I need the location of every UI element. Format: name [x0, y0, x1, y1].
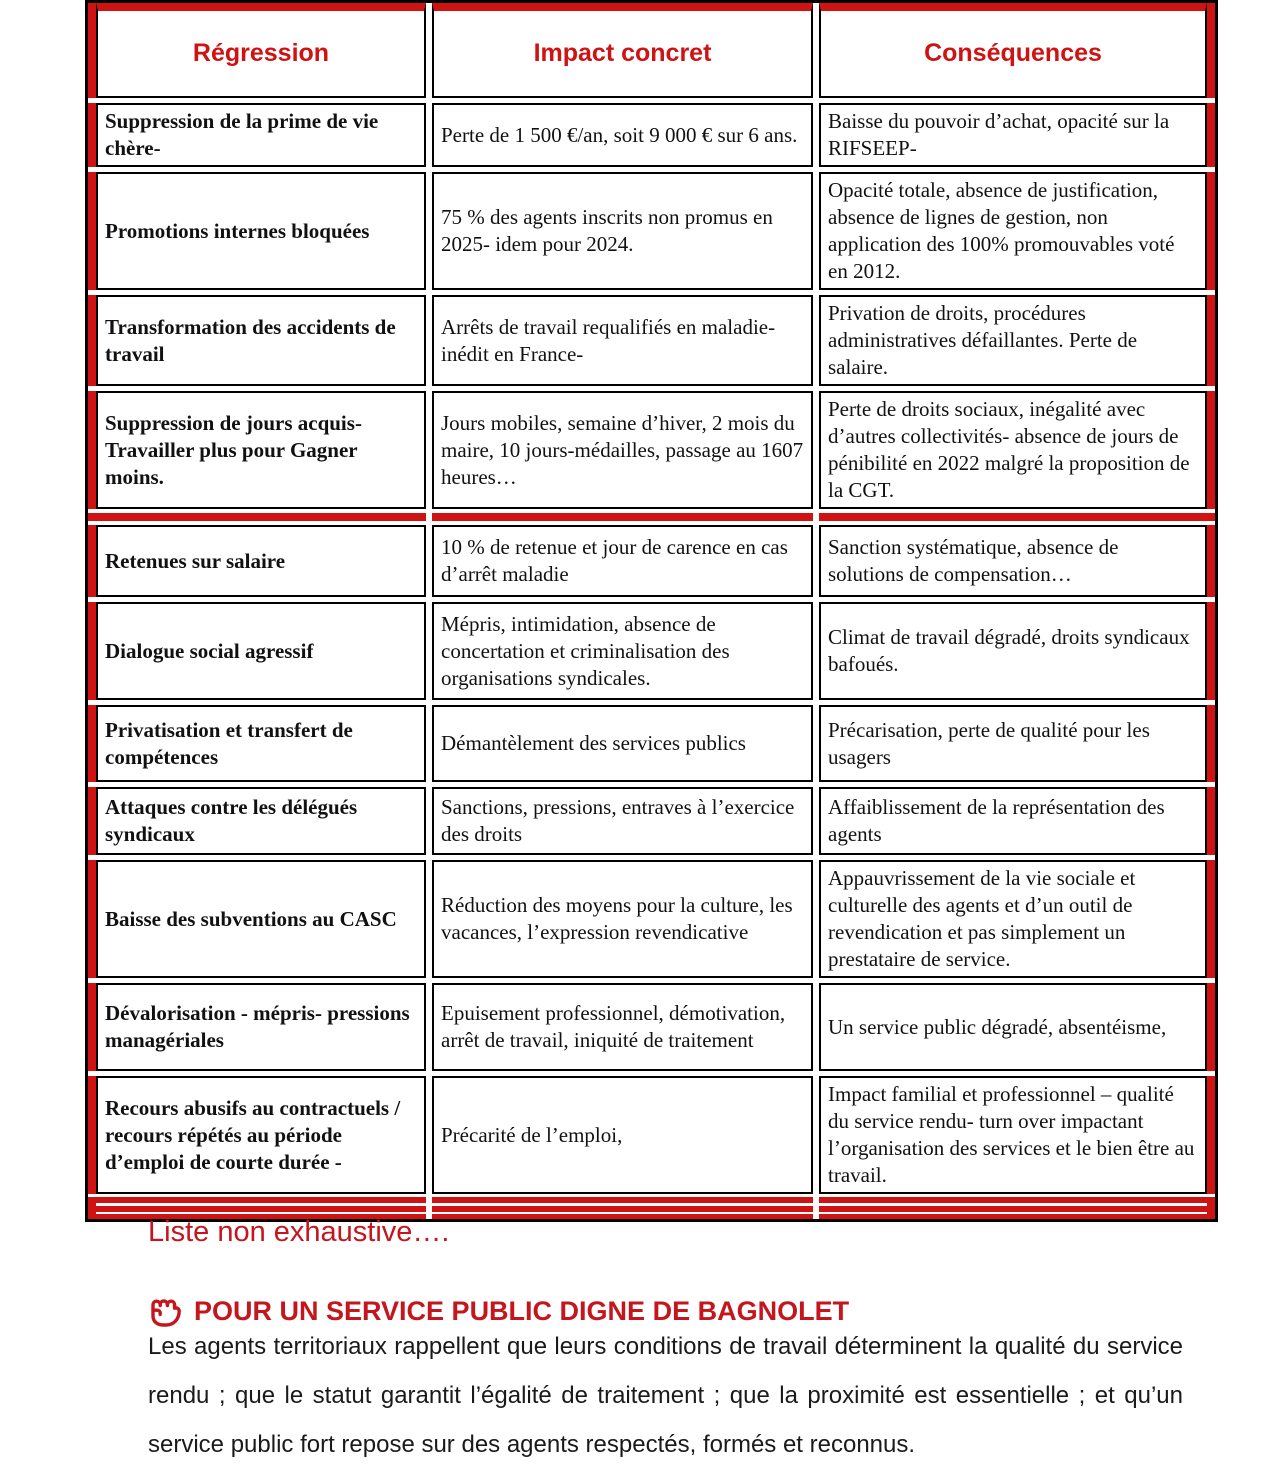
cell-consequences: Baisse du pouvoir d’achat, opacité sur la RIFSEEP-: [819, 103, 1207, 167]
cell-impact: Perte de 1 500 €/an, soit 9 000 € sur 6 ans.: [432, 103, 813, 167]
cell-impact: Mépris, intimidation, absence de concertation et criminalisation des organisations syndicales.: [432, 602, 813, 700]
cell-regression: Promotions internes bloquées: [96, 172, 426, 290]
table-row: [88, 1076, 1215, 1194]
cell-consequences: Précarisation, perte de qualité pour les usagers: [819, 705, 1207, 782]
cell-regression: Attaques contre les délégués syndicaux: [96, 787, 426, 855]
list-note: Liste non exhaustive….: [148, 1216, 450, 1248]
closing-paragraph: Les agents territoriaux rappellent que leurs conditions de travail déterminent la qualité du service rendu ; que le statut garantit l’égalité de traitement ; que la proximité est essentielle ; et qu’un service public fort repose sur des agents respectés, formés et reconnus.: [148, 1333, 1183, 1458]
cell-regression: Suppression de jours acquis- Travailler plus pour Gagner moins.: [96, 391, 426, 509]
cell-consequences: Un service public dégradé, absentéisme,: [819, 983, 1207, 1071]
cell-consequences: Impact familial et professionnel – qualité du service rendu- turn over impactant l’organisation des services et le bien être au travail.: [819, 1076, 1207, 1194]
table-header-row: [88, 3, 1215, 98]
cell-regression: Transformation des accidents de travail: [96, 295, 426, 386]
cell-consequences: Privation de droits, procédures administratives défaillantes. Perte de salaire.: [819, 295, 1207, 386]
cell-impact: Précarité de l’emploi,: [432, 1076, 813, 1194]
column-header-impact: Impact concret: [432, 3, 813, 98]
table-row: [88, 525, 1215, 597]
cell-impact: Sanctions, pressions, entraves à l’exercice des droits: [432, 787, 813, 855]
table-row: [88, 860, 1215, 978]
cell-impact: Arrêts de travail requalifiés en maladie- inédit en France-: [432, 295, 813, 386]
cell-impact: Jours mobiles, semaine d’hiver, 2 mois du maire, 10 jours-médailles, passage au 1607 heures…: [432, 391, 813, 509]
table-row: [88, 983, 1215, 1071]
cell-consequences: Sanction systématique, absence de solutions de compensation…: [819, 525, 1207, 597]
column-header-regression: Régression: [96, 3, 426, 98]
cell-consequences: Perte de droits sociaux, inégalité avec d’autres collectivités- absence de jours de pénibilité en 2022 malgré la proposition de la CGT.: [819, 391, 1207, 509]
cell-regression: Dévalorisation - mépris- pressions managériales: [96, 983, 426, 1071]
table-row: [88, 602, 1215, 700]
cell-consequences: Affaiblissement de la représentation des agents: [819, 787, 1207, 855]
table-row: [88, 391, 1215, 509]
table-row: [88, 295, 1215, 386]
table-row: [88, 705, 1215, 782]
cell-impact: Réduction des moyens pour la culture, les vacances, l’expression revendicative: [432, 860, 813, 978]
cell-consequences: Opacité totale, absence de justification, absence de lignes de gestion, non application des 100% promouvables voté en 2012.: [819, 172, 1207, 290]
cell-impact: 10 % de retenue et jour de carence en cas d’arrêt maladie: [432, 525, 813, 597]
cell-regression: Retenues sur salaire: [96, 525, 426, 597]
section-separator-rule: [88, 513, 1215, 521]
table-row: [88, 103, 1215, 167]
section-heading: POUR UN SERVICE PUBLIC DIGNE DE BAGNOLET: [194, 1295, 850, 1326]
cell-regression: Recours abusifs au contractuels / recours répétés au période d’emploi de courte durée -: [96, 1076, 426, 1194]
cell-impact: Démantèlement des services publics: [432, 705, 813, 782]
table-row: [88, 787, 1215, 855]
cell-regression: Suppression de la prime de vie chère-: [96, 103, 426, 167]
regression-table: [85, 0, 1218, 1222]
cell-regression: Baisse des subventions au CASC: [96, 860, 426, 978]
cell-consequences: Climat de travail dégradé, droits syndicaux bafoués.: [819, 602, 1207, 700]
cell-regression: Dialogue social agressif: [96, 602, 426, 700]
cell-impact: Epuisement professionnel, démotivation, arrêt de travail, iniquité de traitement: [432, 983, 813, 1071]
column-header-consequences: Conséquences: [819, 3, 1207, 98]
cell-consequences: Appauvrissement de la vie sociale et culturelle des agents et d’un outil de revendication et pas simplement un prestataire de service.: [819, 860, 1207, 978]
cell-impact: 75 % des agents inscrits non promus en 2025- idem pour 2024.: [432, 172, 813, 290]
table-row: [88, 172, 1215, 290]
cell-regression: Privatisation et transfert de compétences: [96, 705, 426, 782]
